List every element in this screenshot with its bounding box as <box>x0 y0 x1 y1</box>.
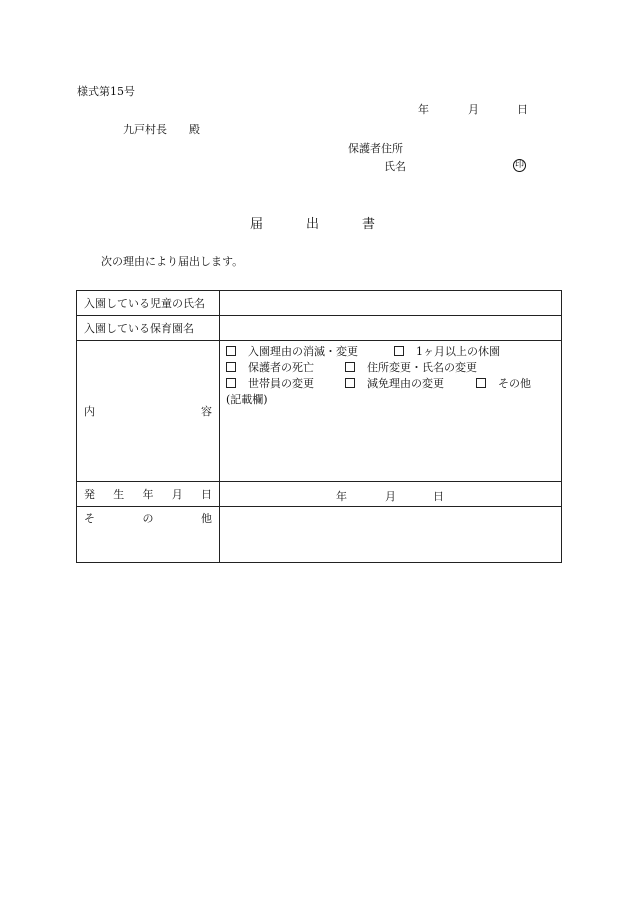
content-label-char-2: 容 <box>201 405 212 418</box>
date-month-label: 月 <box>468 103 479 116</box>
table-row <box>77 482 562 507</box>
school-name-field[interactable] <box>220 316 562 341</box>
date-year-label: 年 <box>418 103 429 116</box>
checkbox-icon[interactable] <box>345 378 355 388</box>
content-label-char-1: 内 <box>84 405 95 418</box>
title-char-2: 出 <box>306 217 320 232</box>
option-label: 入園理由の消滅・変更 <box>248 345 358 358</box>
form-number: 様式第15号 <box>77 85 135 98</box>
occurrence-day-label: 日 <box>433 490 444 503</box>
other-label <box>77 507 220 563</box>
addressee-honorific: 殿 <box>189 123 200 136</box>
occurrence-year-label: 年 <box>336 490 347 503</box>
occurrence-label-char: 発 <box>84 488 95 501</box>
occurrence-date-field[interactable] <box>220 482 562 507</box>
option-other[interactable] <box>476 376 531 392</box>
option-label: 住所変更・氏名の変更 <box>367 361 477 374</box>
option-address-name-change[interactable] <box>345 360 477 376</box>
other-label-char: 他 <box>201 512 212 525</box>
date-day-label: 日 <box>517 103 528 116</box>
option-household-change[interactable] <box>226 376 314 392</box>
option-row-3 <box>226 376 555 392</box>
occurrence-date-label <box>77 482 220 507</box>
option-guardian-death[interactable] <box>226 360 314 376</box>
title-char-3: 書 <box>362 217 376 232</box>
option-label: 保護者の死亡 <box>248 361 314 374</box>
option-reduction-change[interactable] <box>345 376 444 392</box>
checkbox-icon[interactable] <box>476 378 486 388</box>
other-label-char: の <box>142 512 154 525</box>
checkbox-icon[interactable] <box>394 346 404 356</box>
table-row <box>77 507 562 563</box>
option-label: 世帯員の変更 <box>248 377 314 390</box>
occurrence-label-char: 年 <box>142 488 154 501</box>
intro-text: 次の理由により届出します。 <box>101 255 244 268</box>
guardian-address-label: 保護者住所 <box>348 142 403 155</box>
option-label: 1ヶ月以上の休園 <box>416 345 500 358</box>
option-label: その他 <box>498 377 531 390</box>
other-field[interactable] <box>220 507 562 563</box>
school-name-label: 入園している保育園名 <box>77 316 220 341</box>
title-char-1: 届 <box>250 217 264 232</box>
option-long-absence[interactable] <box>394 344 500 360</box>
addressee <box>123 124 200 135</box>
option-label: 減免理由の変更 <box>367 377 444 390</box>
notes-label: (記載欄) <box>226 393 268 406</box>
addressee-name: 九戸村長 <box>123 123 167 136</box>
occurrence-label-char: 生 <box>113 488 125 501</box>
option-reason-change[interactable] <box>226 344 358 360</box>
seal-mark: 印 <box>514 160 524 170</box>
occurrence-label-char: 月 <box>171 488 183 501</box>
guardian-name-label: 氏名 <box>384 160 406 173</box>
checkbox-icon[interactable] <box>226 346 236 356</box>
checkbox-icon[interactable] <box>226 362 236 372</box>
table-row <box>77 341 562 482</box>
option-row-2 <box>226 360 555 376</box>
table-row <box>77 316 562 341</box>
option-row-1 <box>226 344 555 360</box>
occurrence-month-label: 月 <box>385 490 396 503</box>
checkbox-icon[interactable] <box>226 378 236 388</box>
child-name-field[interactable] <box>220 291 562 316</box>
checkbox-icon[interactable] <box>345 362 355 372</box>
child-name-label: 入園している児童の氏名 <box>77 291 220 316</box>
content-field <box>220 341 562 482</box>
table-row <box>77 291 562 316</box>
other-label-char: そ <box>84 512 95 525</box>
notification-form-table <box>76 290 562 563</box>
occurrence-label-char: 日 <box>201 488 212 501</box>
content-label <box>77 341 220 482</box>
